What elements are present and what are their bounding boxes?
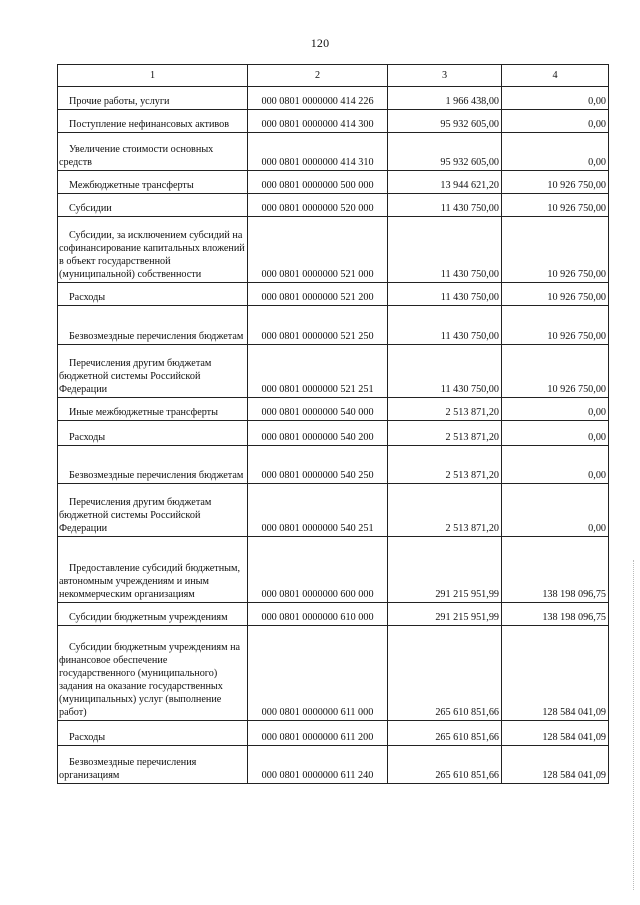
row-col4-cell: 10 926 750,00 bbox=[502, 283, 609, 306]
table-row bbox=[58, 746, 609, 784]
row-code-cell: 000 0801 0000000 611 200 bbox=[248, 721, 388, 746]
table-body bbox=[58, 87, 609, 784]
table-row bbox=[58, 398, 609, 421]
row-col4-cell: 0,00 bbox=[502, 110, 609, 133]
row-col3-cell: 11 430 750,00 bbox=[388, 283, 502, 306]
row-col3-cell: 291 215 951,99 bbox=[388, 603, 502, 626]
row-col3-cell: 2 513 871,20 bbox=[388, 398, 502, 421]
row-name-cell: Предоставление субсидий бюджетным, автономным учреждениям и иным некоммерческим организациям bbox=[58, 537, 248, 603]
row-code-cell: 000 0801 0000000 540 251 bbox=[248, 484, 388, 537]
table-row bbox=[58, 283, 609, 306]
row-name-cell: Безвозмездные перечисления организациям bbox=[58, 746, 248, 784]
row-code-cell: 000 0801 0000000 520 000 bbox=[248, 194, 388, 217]
row-col4-cell: 0,00 bbox=[502, 398, 609, 421]
header-row bbox=[58, 65, 609, 87]
header-col-3: 3 bbox=[388, 65, 502, 87]
row-col4-cell: 138 198 096,75 bbox=[502, 537, 609, 603]
row-col4-cell: 0,00 bbox=[502, 484, 609, 537]
table-row bbox=[58, 721, 609, 746]
row-code-cell: 000 0801 0000000 611 000 bbox=[248, 626, 388, 721]
row-col3-cell: 11 430 750,00 bbox=[388, 306, 502, 345]
page-number: 120 bbox=[310, 36, 330, 50]
row-code-cell: 000 0801 0000000 414 300 bbox=[248, 110, 388, 133]
row-col3-cell: 2 513 871,20 bbox=[388, 484, 502, 537]
table-row bbox=[58, 446, 609, 484]
row-name-cell: Расходы bbox=[58, 421, 248, 446]
row-name-cell: Субсидии бюджетным учреждениям bbox=[58, 603, 248, 626]
row-name-cell: Субсидии, за исключением субсидий на софинансирование капитальных вложений в объект государственной (муниципальной) собственности bbox=[58, 217, 248, 283]
row-col3-cell: 11 430 750,00 bbox=[388, 194, 502, 217]
table-row bbox=[58, 194, 609, 217]
row-col3-cell: 265 610 851,66 bbox=[388, 721, 502, 746]
row-name-cell: Безвозмездные перечисления бюджетам bbox=[58, 306, 248, 345]
header-col-4: 4 bbox=[502, 65, 609, 87]
row-name-cell: Поступление нефинансовых активов bbox=[58, 110, 248, 133]
row-name-cell: Субсидии bbox=[58, 194, 248, 217]
row-name-cell: Прочие работы, услуги bbox=[58, 87, 248, 110]
row-col3-cell: 11 430 750,00 bbox=[388, 345, 502, 398]
row-col4-cell: 128 584 041,09 bbox=[502, 721, 609, 746]
row-code-cell: 000 0801 0000000 414 226 bbox=[248, 87, 388, 110]
row-col3-cell: 95 932 605,00 bbox=[388, 110, 502, 133]
row-code-cell: 000 0801 0000000 540 000 bbox=[248, 398, 388, 421]
row-code-cell: 000 0801 0000000 540 200 bbox=[248, 421, 388, 446]
row-col3-cell: 291 215 951,99 bbox=[388, 537, 502, 603]
row-col4-cell: 0,00 bbox=[502, 421, 609, 446]
row-col4-cell: 10 926 750,00 bbox=[502, 171, 609, 194]
row-col4-cell: 0,00 bbox=[502, 133, 609, 171]
table-row bbox=[58, 484, 609, 537]
row-name-cell: Расходы bbox=[58, 721, 248, 746]
table-row bbox=[58, 87, 609, 110]
row-col3-cell: 1 966 438,00 bbox=[388, 87, 502, 110]
row-name-cell: Межбюджетные трансферты bbox=[58, 171, 248, 194]
row-code-cell: 000 0801 0000000 521 000 bbox=[248, 217, 388, 283]
row-code-cell: 000 0801 0000000 500 000 bbox=[248, 171, 388, 194]
row-code-cell: 000 0801 0000000 611 240 bbox=[248, 746, 388, 784]
budget-table bbox=[57, 64, 609, 784]
row-code-cell: 000 0801 0000000 521 250 bbox=[248, 306, 388, 345]
row-name-cell: Увеличение стоимости основных средств bbox=[58, 133, 248, 171]
table-row bbox=[58, 626, 609, 721]
table-row bbox=[58, 306, 609, 345]
table-row bbox=[58, 171, 609, 194]
header-col-2: 2 bbox=[248, 65, 388, 87]
row-code-cell: 000 0801 0000000 521 200 bbox=[248, 283, 388, 306]
header-col-1: 1 bbox=[58, 65, 248, 87]
row-col4-cell: 0,00 bbox=[502, 446, 609, 484]
table-row bbox=[58, 603, 609, 626]
row-name-cell: Иные межбюджетные трансферты bbox=[58, 398, 248, 421]
row-col3-cell: 13 944 621,20 bbox=[388, 171, 502, 194]
row-col3-cell: 265 610 851,66 bbox=[388, 626, 502, 721]
row-code-cell: 000 0801 0000000 540 250 bbox=[248, 446, 388, 484]
row-col4-cell: 10 926 750,00 bbox=[502, 345, 609, 398]
row-col4-cell: 0,00 bbox=[502, 87, 609, 110]
table-row bbox=[58, 537, 609, 603]
row-name-cell: Безвозмездные перечисления бюджетам bbox=[58, 446, 248, 484]
row-col4-cell: 128 584 041,09 bbox=[502, 626, 609, 721]
table-row bbox=[58, 133, 609, 171]
row-col3-cell: 11 430 750,00 bbox=[388, 217, 502, 283]
row-name-cell: Перечисления другим бюджетам бюджетной системы Российской Федерации bbox=[58, 345, 248, 398]
row-col3-cell: 2 513 871,20 bbox=[388, 446, 502, 484]
row-code-cell: 000 0801 0000000 610 000 bbox=[248, 603, 388, 626]
row-col4-cell: 138 198 096,75 bbox=[502, 603, 609, 626]
row-col3-cell: 265 610 851,66 bbox=[388, 746, 502, 784]
row-col4-cell: 10 926 750,00 bbox=[502, 306, 609, 345]
row-col4-cell: 10 926 750,00 bbox=[502, 194, 609, 217]
row-name-cell: Перечисления другим бюджетам бюджетной системы Российской Федерации bbox=[58, 484, 248, 537]
row-code-cell: 000 0801 0000000 414 310 bbox=[248, 133, 388, 171]
row-col4-cell: 10 926 750,00 bbox=[502, 217, 609, 283]
row-name-cell: Расходы bbox=[58, 283, 248, 306]
table-row bbox=[58, 421, 609, 446]
row-col3-cell: 2 513 871,20 bbox=[388, 421, 502, 446]
table-row bbox=[58, 345, 609, 398]
table-row bbox=[58, 217, 609, 283]
row-col3-cell: 95 932 605,00 bbox=[388, 133, 502, 171]
table-row bbox=[58, 110, 609, 133]
row-code-cell: 000 0801 0000000 521 251 bbox=[248, 345, 388, 398]
scan-edge-mark bbox=[631, 560, 634, 890]
row-col4-cell: 128 584 041,09 bbox=[502, 746, 609, 784]
row-code-cell: 000 0801 0000000 600 000 bbox=[248, 537, 388, 603]
row-name-cell: Субсидии бюджетным учреждениям на финансовое обеспечение государственного (муниципального) задания на оказание государственных (муниципальных) услуг (выполнение работ) bbox=[58, 626, 248, 721]
